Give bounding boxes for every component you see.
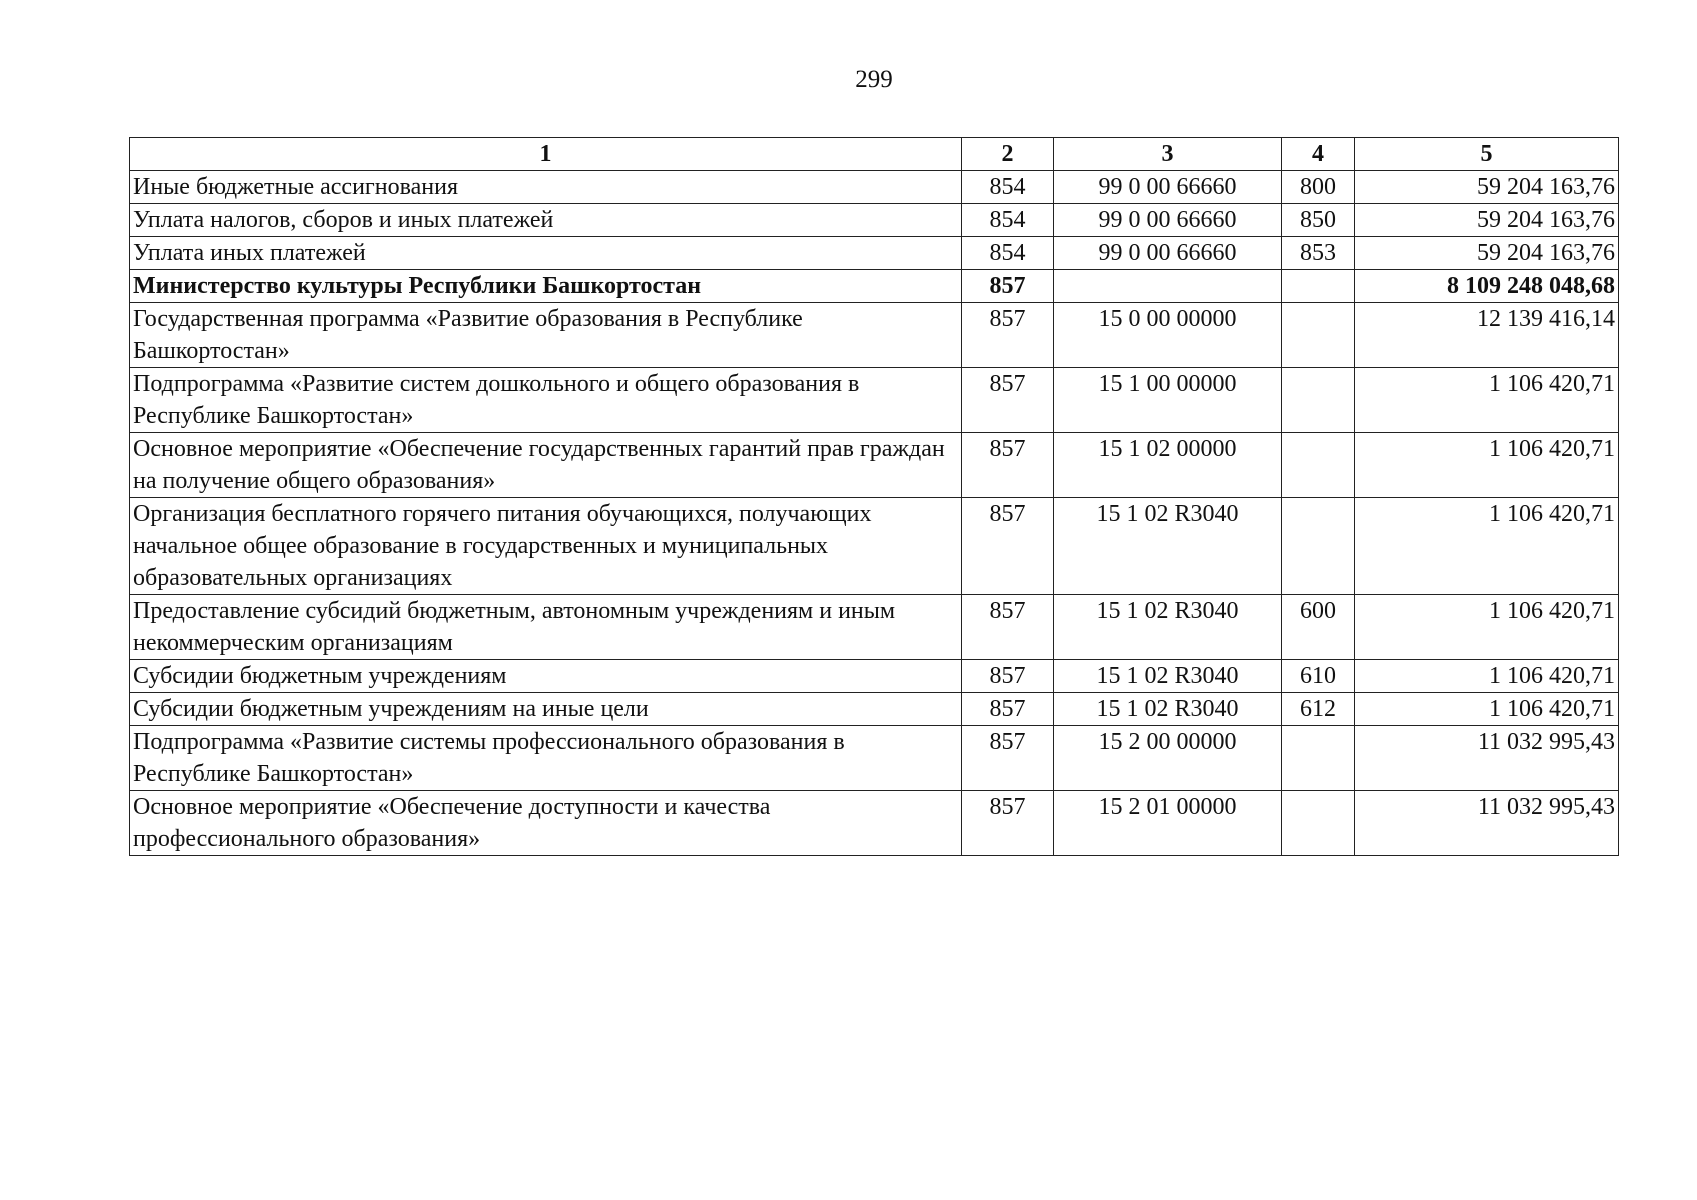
cell-amount: 1 106 420,71 — [1355, 595, 1619, 660]
table-row — [130, 660, 1619, 693]
table-row — [130, 595, 1619, 660]
cell-amount: 59 204 163,76 — [1355, 171, 1619, 204]
cell-csr: 15 1 02 R3040 — [1054, 498, 1282, 595]
cell-csr: 15 1 02 R3040 — [1054, 693, 1282, 726]
table-row — [130, 368, 1619, 433]
cell-ved: 857 — [962, 303, 1054, 368]
cell-ved: 857 — [962, 726, 1054, 791]
table-row — [130, 237, 1619, 270]
cell-ved: 854 — [962, 171, 1054, 204]
cell-name: Предоставление субсидий бюджетным, автономным учреждениям и иным некоммерческим организациям — [130, 595, 962, 660]
cell-amount: 59 204 163,76 — [1355, 237, 1619, 270]
cell-amount: 1 106 420,71 — [1355, 368, 1619, 433]
cell-amount: 1 106 420,71 — [1355, 693, 1619, 726]
cell-ved: 854 — [962, 237, 1054, 270]
cell-ved: 857 — [962, 433, 1054, 498]
table-body — [130, 171, 1619, 856]
table-row — [130, 204, 1619, 237]
cell-name: Уплата налогов, сборов и иных платежей — [130, 204, 962, 237]
table-row — [130, 498, 1619, 595]
cell-name: Государственная программа «Развитие образования в Республике Башкортостан» — [130, 303, 962, 368]
cell-ved: 854 — [962, 204, 1054, 237]
table-row — [130, 270, 1619, 303]
cell-amount: 8 109 248 048,68 — [1355, 270, 1619, 303]
cell-name: Субсидии бюджетным учреждениям на иные цели — [130, 693, 962, 726]
budget-table — [129, 137, 1619, 856]
cell-amount: 11 032 995,43 — [1355, 791, 1619, 856]
cell-csr: 15 1 02 R3040 — [1054, 595, 1282, 660]
cell-name: Основное мероприятие «Обеспечение государственных гарантий прав граждан на получение общего образования» — [130, 433, 962, 498]
table-row — [130, 693, 1619, 726]
cell-csr: 99 0 00 66660 — [1054, 204, 1282, 237]
table-row — [130, 303, 1619, 368]
cell-amount: 1 106 420,71 — [1355, 660, 1619, 693]
table-row — [130, 791, 1619, 856]
cell-vr: 800 — [1282, 171, 1355, 204]
cell-vr: 853 — [1282, 237, 1355, 270]
cell-name: Подпрограмма «Развитие системы профессионального образования в Республике Башкортостан» — [130, 726, 962, 791]
cell-ved: 857 — [962, 498, 1054, 595]
cell-csr: 15 1 02 R3040 — [1054, 660, 1282, 693]
column-header-ved: 2 — [962, 138, 1054, 171]
cell-csr: 15 2 01 00000 — [1054, 791, 1282, 856]
column-header-csr: 3 — [1054, 138, 1282, 171]
cell-name: Подпрограмма «Развитие систем дошкольного и общего образования в Республике Башкортостан» — [130, 368, 962, 433]
cell-vr: 610 — [1282, 660, 1355, 693]
cell-name: Уплата иных платежей — [130, 237, 962, 270]
cell-name: Министерство культуры Республики Башкортостан — [130, 270, 962, 303]
cell-vr — [1282, 791, 1355, 856]
cell-vr — [1282, 368, 1355, 433]
cell-ved: 857 — [962, 693, 1054, 726]
cell-csr: 15 1 00 00000 — [1054, 368, 1282, 433]
cell-amount: 1 106 420,71 — [1355, 433, 1619, 498]
cell-csr: 99 0 00 66660 — [1054, 171, 1282, 204]
cell-vr: 600 — [1282, 595, 1355, 660]
cell-vr: 850 — [1282, 204, 1355, 237]
column-header-name: 1 — [130, 138, 962, 171]
cell-vr — [1282, 726, 1355, 791]
cell-csr: 15 1 02 00000 — [1054, 433, 1282, 498]
column-header-vr: 4 — [1282, 138, 1355, 171]
cell-vr — [1282, 303, 1355, 368]
cell-name: Основное мероприятие «Обеспечение доступности и качества профессионального образования» — [130, 791, 962, 856]
cell-amount: 59 204 163,76 — [1355, 204, 1619, 237]
page-number: 299 — [855, 66, 893, 93]
cell-amount: 12 139 416,14 — [1355, 303, 1619, 368]
table-row — [130, 433, 1619, 498]
cell-amount: 1 106 420,71 — [1355, 498, 1619, 595]
cell-vr: 612 — [1282, 693, 1355, 726]
cell-vr — [1282, 498, 1355, 595]
cell-ved: 857 — [962, 270, 1054, 303]
cell-csr: 15 0 00 00000 — [1054, 303, 1282, 368]
cell-ved: 857 — [962, 595, 1054, 660]
cell-ved: 857 — [962, 791, 1054, 856]
table-header-row — [130, 138, 1619, 171]
cell-csr: 99 0 00 66660 — [1054, 237, 1282, 270]
cell-csr: 15 2 00 00000 — [1054, 726, 1282, 791]
cell-ved: 857 — [962, 660, 1054, 693]
cell-ved: 857 — [962, 368, 1054, 433]
table-row — [130, 171, 1619, 204]
cell-name: Субсидии бюджетным учреждениям — [130, 660, 962, 693]
cell-amount: 11 032 995,43 — [1355, 726, 1619, 791]
cell-name: Организация бесплатного горячего питания обучающихся, получающих начальное общее образование в государственных и муниципальных образовательных организациях — [130, 498, 962, 595]
table-row — [130, 726, 1619, 791]
cell-name: Иные бюджетные ассигнования — [130, 171, 962, 204]
cell-csr — [1054, 270, 1282, 303]
column-header-amount: 5 — [1355, 138, 1619, 171]
cell-vr — [1282, 433, 1355, 498]
cell-vr — [1282, 270, 1355, 303]
